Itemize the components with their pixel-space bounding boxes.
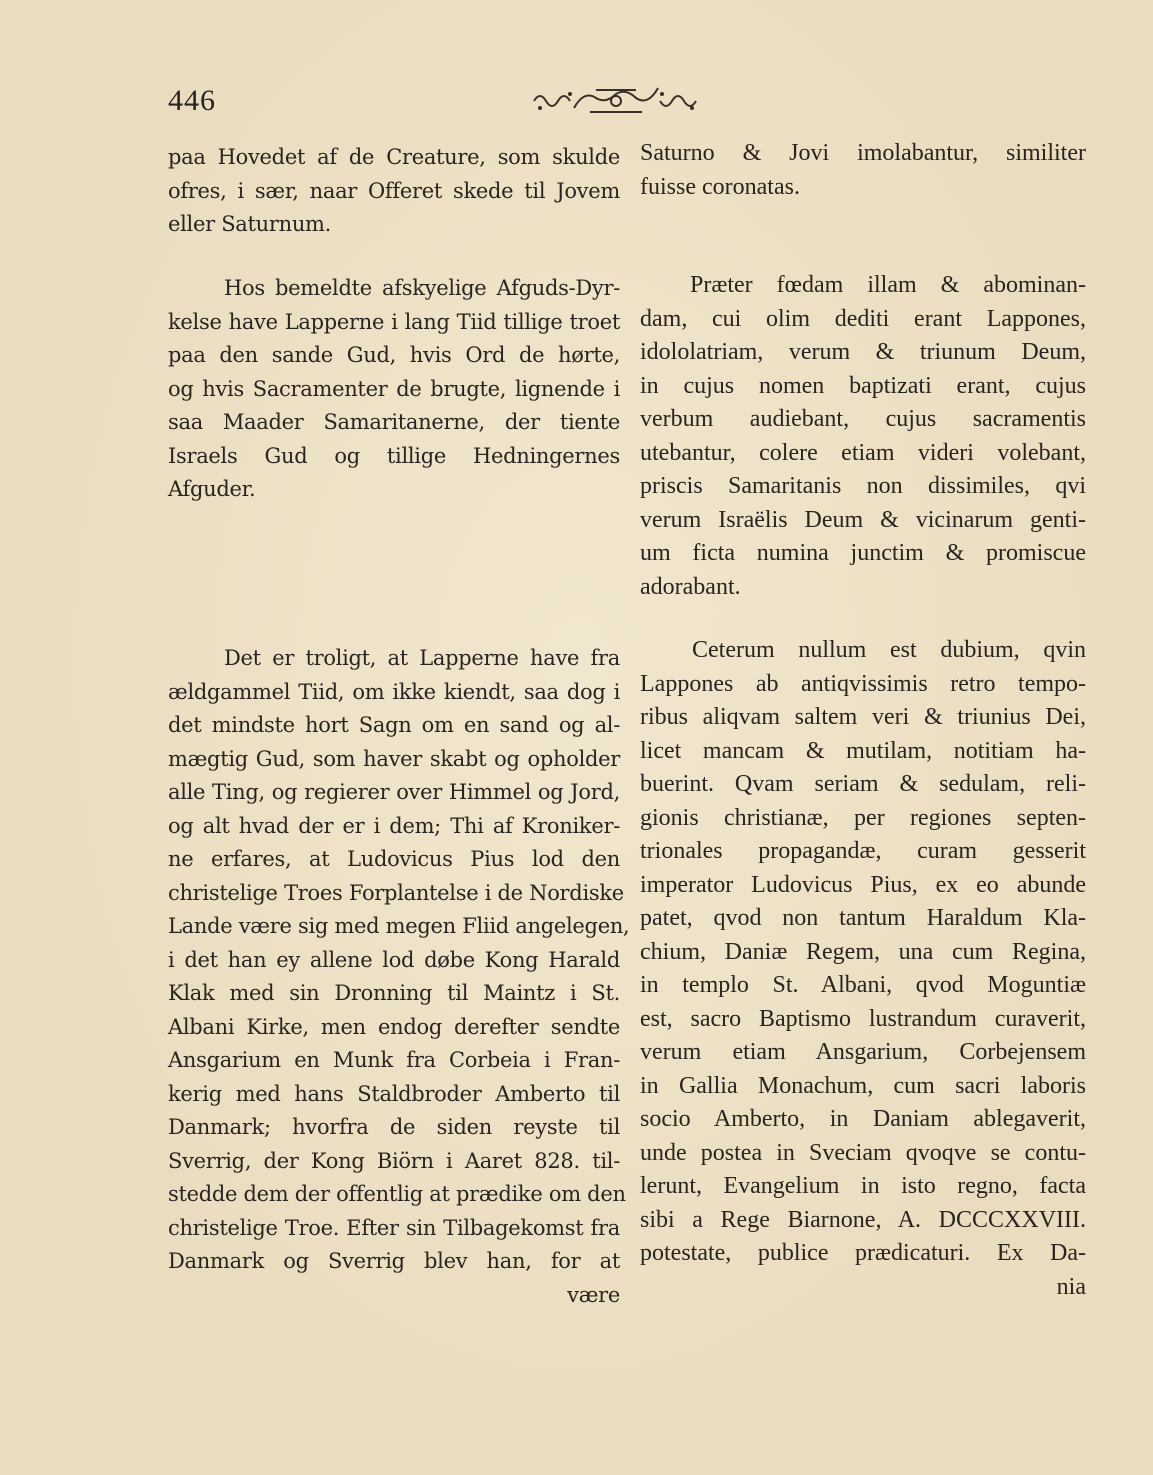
text-line: trionales propagandæ, curam gesserit [640, 838, 1086, 864]
text-line: um ficta numina junctim & promiscue [640, 540, 1086, 566]
text-line: mægtig Gud, som haver skabt og opholder [168, 746, 620, 771]
text-line: Hos bemeldte afskyelige Afguds-Dyr- [224, 276, 620, 300]
text-line: Sverrig, der Kong Biörn i Aaret 828. til- [168, 1148, 620, 1173]
latin-column [640, 269, 1086, 604]
text-line: gionis christianæ, per regiones septen- [640, 804, 1086, 831]
text-line: ribus aliqvam saltem veri & triunius Dei, [640, 704, 1086, 730]
text-line: licet mancam & mutilam, notitiam ha- [640, 737, 1086, 764]
latin-column [640, 137, 1086, 204]
text-line: ældgammel Tiid, om ikke kiendt, saa dog i [168, 679, 620, 704]
text-line: lerunt, Evangelium in isto regno, facta [640, 1173, 1086, 1199]
text-line: dam, cui olim dediti erant Lappones, [640, 305, 1086, 332]
text-line: ne erfares, at Ludovicus Pius lod den [168, 847, 620, 871]
text-line: Danmark og Sverrig blev han, for at [168, 1249, 620, 1273]
text-line: christelige Troes Forplantelse i de Nordiske [168, 880, 624, 905]
text-line: in Gallia Monachum, cum sacri laboris [640, 1072, 1086, 1099]
text-line: Israels Gud og tillige Hedningernes [168, 443, 620, 468]
text-line: det mindste hort Sagn om en sand og al- [168, 713, 620, 737]
text-line: socio Amberto, in Daniam ablegaverit, [640, 1106, 1086, 1132]
text-line: verum Israëlis Deum & vicinarum genti- [640, 506, 1086, 533]
text-line: paa Hovedet af de Creature, som skulde [168, 145, 620, 169]
text-line: adorabant. [640, 573, 741, 600]
text-line: fuisse coronatas. [640, 173, 800, 200]
text-line: Ceterum nullum est dubium, qvin [692, 637, 1086, 663]
text-line: Klak med sin Dronning til Maintz i St. [168, 981, 620, 1005]
text-line: sibi a Rege Biarnone, A. DCCCXXVIII. [640, 1206, 1086, 1233]
text-line: Afguder. [168, 477, 256, 501]
text-line: verum etiam Ansgarium, Corbejensem [640, 1039, 1086, 1065]
text-line: Danmark; hvorfra de siden reyste til [168, 1115, 620, 1139]
text-line: stedde dem der offentlig at prædike om den [168, 1182, 626, 1206]
text-line: Lappones ab antiqvissimis retro tempo- [640, 670, 1086, 697]
text-line: idololatriam, verum & triunum Deum, [640, 339, 1086, 365]
text-line: potestate, publice prædicaturi. Ex Da- [640, 1240, 1086, 1266]
text-line: Præter fœdam illam & abominan- [690, 272, 1086, 298]
danish-column [168, 642, 630, 1312]
text-line: in templo St. Albani, qvod Moguntiæ [640, 972, 1086, 998]
text-line: Det er troligt, at Lapperne have fra [224, 646, 620, 670]
catchword: nia [1056, 1273, 1086, 1300]
text-line: unde postea in Sveciam qvoqve se contu- [640, 1139, 1086, 1166]
text-line: buerint. Qvam seriam & sedulam, reli- [640, 771, 1086, 797]
text-line: saa Maader Samaritanerne, der tiente [168, 410, 620, 434]
text-line: kerig med hans Staldbroder Amberto til [168, 1081, 620, 1106]
text-line: christelige Troe. Efter sin Tilbagekomst fra [168, 1215, 620, 1240]
danish-column [168, 141, 620, 242]
text-line: Lande være sig med megen Fliid angelegen, [168, 914, 630, 938]
page-number: 446 [168, 84, 216, 117]
text-line: kelse have Lapperne i lang Tiid tillige troet [168, 309, 620, 334]
latin-column [640, 634, 1086, 1304]
text-line: chium, Daniæ Regem, una cum Regina, [640, 938, 1086, 965]
text-line: Ansgarium en Munk fra Corbeia i Fran- [168, 1048, 620, 1072]
text-line: imperator Ludovicus Pius, ex eo abunde [640, 871, 1086, 898]
text-line: utebantur, colere etiam videri volebant, [640, 439, 1086, 466]
text-line: verbum audiebant, cujus sacramentis [640, 406, 1086, 432]
text-line: ofres, i sær, naar Offeret skede til Jovem [168, 178, 620, 203]
text-line: priscis Samaritanis non dissimiles, qvi [640, 473, 1086, 499]
text-line: alle Ting, og regierer over Himmel og Jord, [168, 780, 620, 804]
catchword: være [567, 1282, 620, 1307]
text-line: patet, qvod non tantum Haraldum Kla- [640, 905, 1086, 931]
text-line: i det han ey allene lod døbe Kong Harald [168, 947, 620, 972]
danish-column [168, 272, 620, 507]
text-line: Albani Kirke, men endog derefter sendte [168, 1014, 620, 1039]
text-line: og alt hvad der er i dem; Thi af Kroniker- [168, 813, 620, 838]
text-line: og hvis Sacramenter de brugte, lignende i [168, 376, 620, 401]
text-line: Saturno & Jovi imolabantur, similiter [640, 140, 1086, 166]
text-line: paa den sande Gud, hvis Ord de hørte, [168, 343, 620, 367]
text-line: in cujus nomen baptizati erant, cujus [640, 372, 1086, 399]
text-line: eller Saturnum. [168, 212, 332, 236]
printer-ornament-icon [530, 86, 702, 116]
text-line: est, sacro Baptismo lustrandum curaverit, [640, 1005, 1086, 1032]
